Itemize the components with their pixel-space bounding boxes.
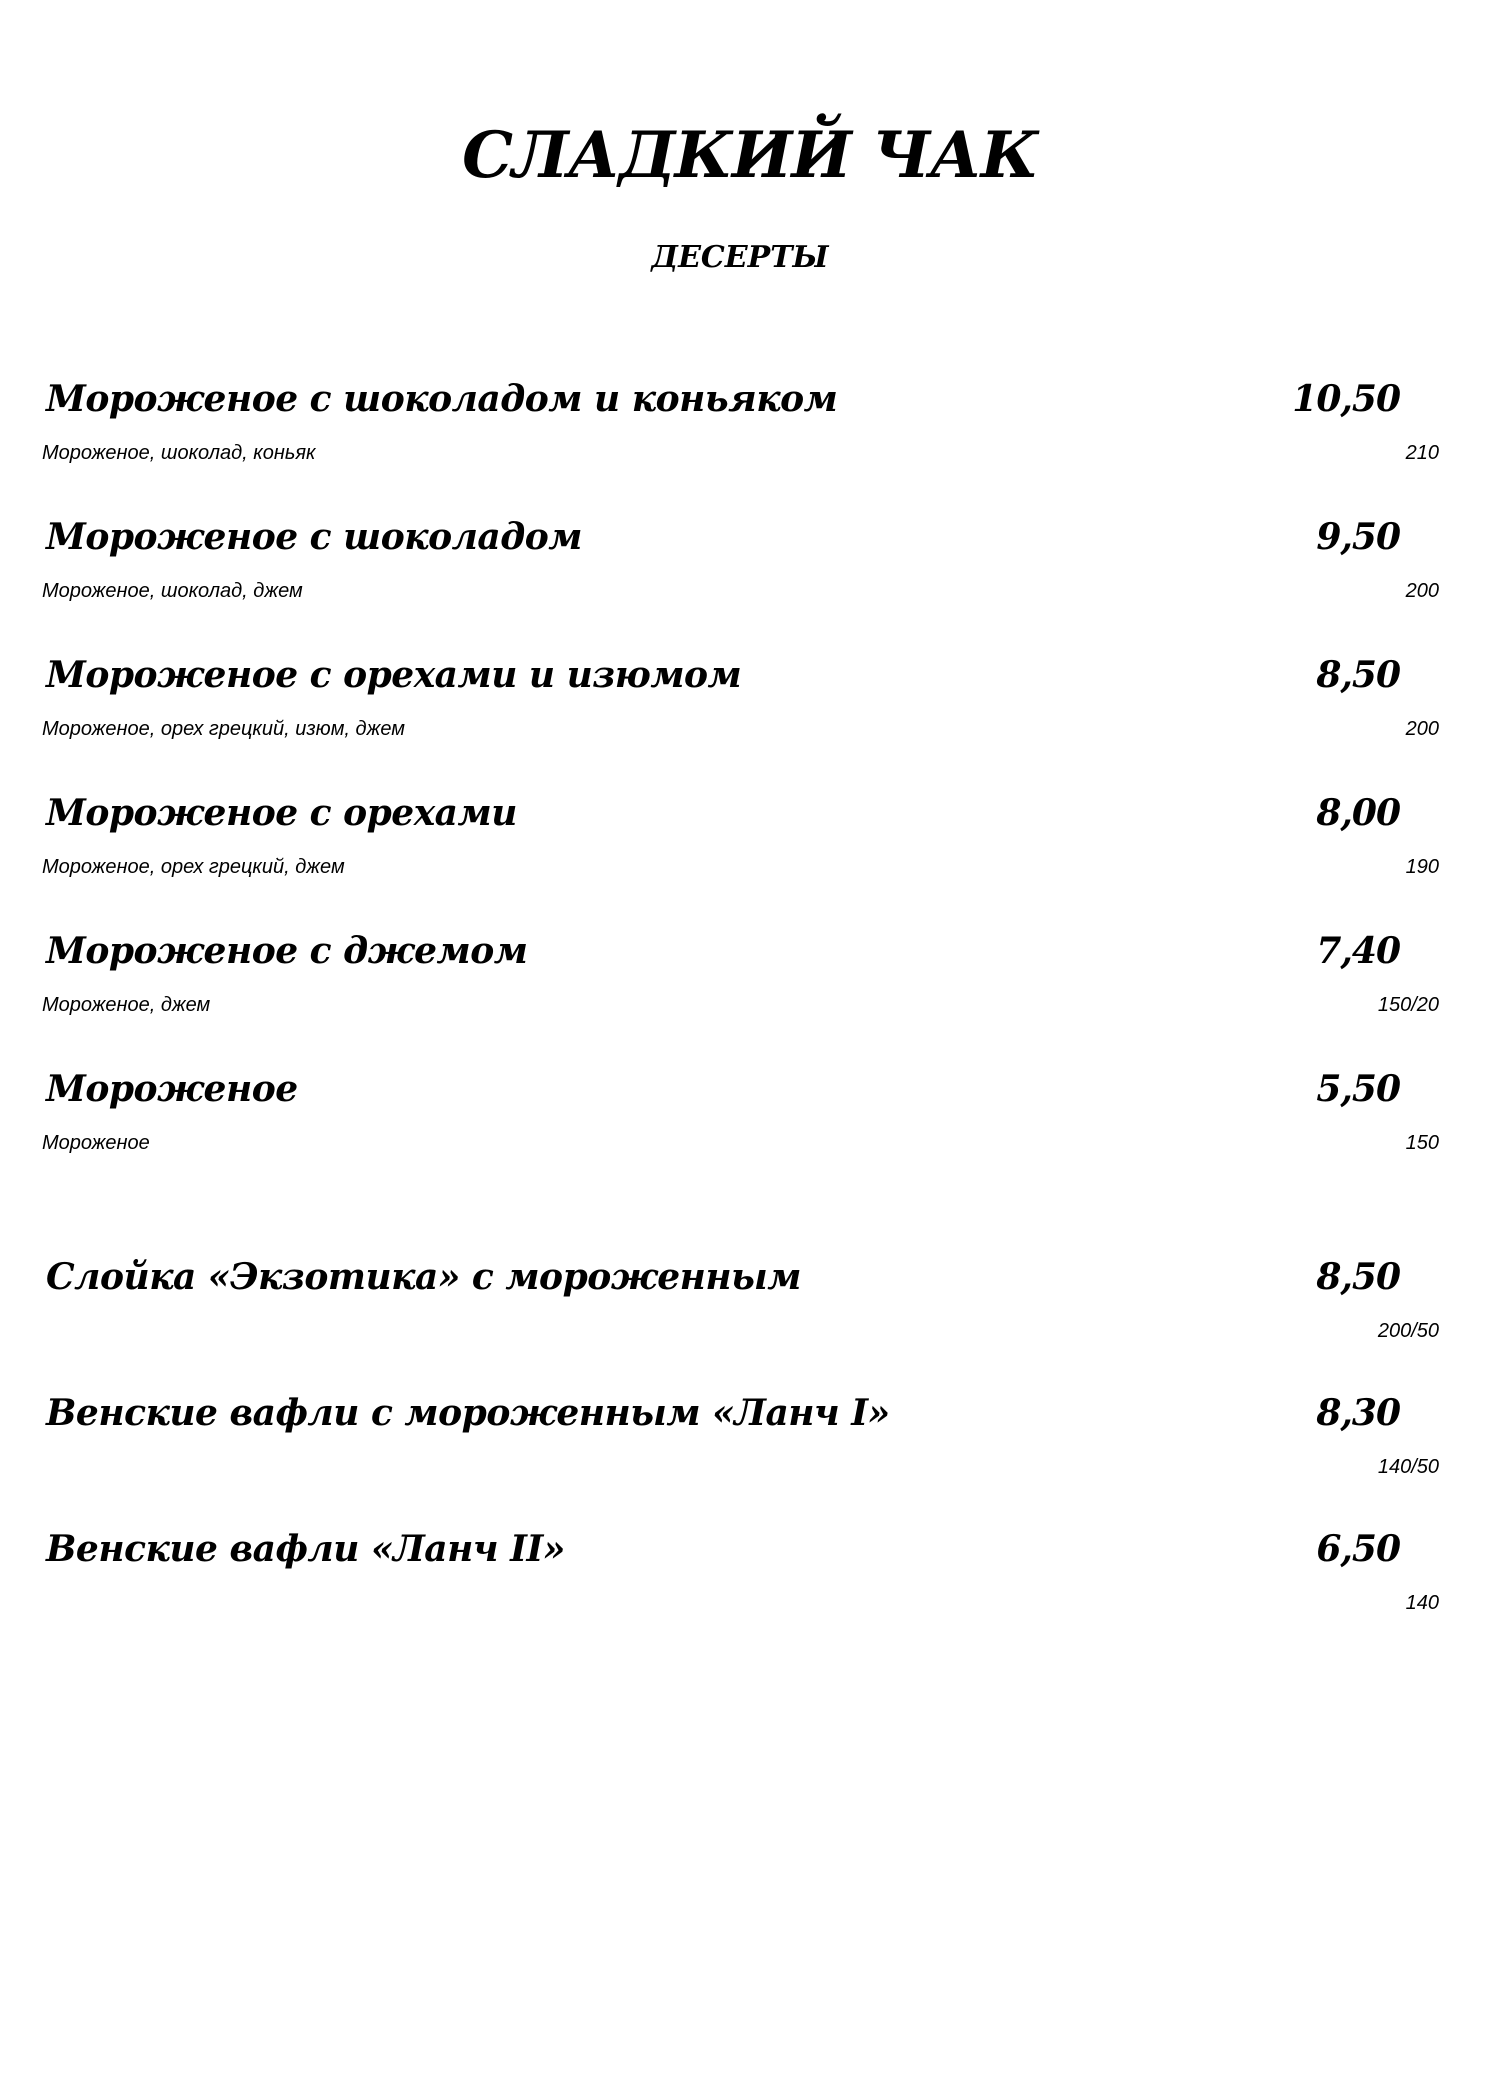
page-title: СЛАДКИЙ ЧАК	[462, 118, 1038, 193]
menu-item	[0, 1392, 1500, 1502]
item-price: 8,00	[1316, 792, 1400, 834]
menu-item	[0, 654, 1500, 764]
item-price: 5,50	[1316, 1068, 1400, 1110]
menu-item	[0, 792, 1500, 902]
item-price: 7,40	[1316, 930, 1400, 972]
item-name: Слойка «Экзотика» с мороженным	[46, 1256, 802, 1298]
item-name: Мороженое с орехами и изюмом	[46, 654, 742, 696]
item-description: Мороженое, джем	[42, 994, 211, 1016]
item-price: 8,50	[1316, 1256, 1400, 1298]
menu-item	[0, 930, 1500, 1040]
item-weight: 140	[1405, 1592, 1439, 1614]
menu-item	[0, 378, 1500, 488]
item-weight: 150	[1405, 1132, 1439, 1154]
item-weight: 200	[1405, 580, 1439, 602]
item-name: Венские вафли с мороженным «Ланч I»	[46, 1392, 890, 1434]
menu-item	[0, 1068, 1500, 1178]
item-name: Мороженое с джемом	[46, 930, 528, 972]
section-subtitle: ДЕСЕРТЫ	[651, 240, 829, 275]
item-description: Мороженое	[42, 1132, 150, 1154]
item-description: Мороженое, шоколад, джем	[42, 580, 303, 602]
item-name: Мороженое с шоколадом	[46, 516, 583, 558]
item-description: Мороженое, шоколад, коньяк	[42, 442, 316, 464]
item-weight: 150/20	[1377, 994, 1439, 1016]
item-price: 8,30	[1316, 1392, 1400, 1434]
item-price: 10,50	[1292, 378, 1400, 420]
item-weight: 200	[1405, 718, 1439, 740]
item-description: Мороженое, орех грецкий, джем	[42, 856, 345, 878]
item-weight: 140/50	[1377, 1456, 1439, 1478]
item-weight: 200/50	[1377, 1320, 1439, 1342]
menu-item	[0, 1256, 1500, 1366]
item-weight: 190	[1405, 856, 1439, 878]
item-price: 6,50	[1316, 1528, 1400, 1570]
item-weight: 210	[1405, 442, 1439, 464]
menu-item	[0, 516, 1500, 626]
item-name: Мороженое	[46, 1068, 298, 1110]
item-name: Мороженое с орехами	[46, 792, 517, 834]
item-price: 9,50	[1316, 516, 1400, 558]
menu-item	[0, 1528, 1500, 1638]
item-name: Венские вафли «Ланч II»	[46, 1528, 565, 1570]
item-description: Мороженое, орех грецкий, изюм, джем	[42, 718, 405, 740]
item-name: Мороженое с шоколадом и коньяком	[46, 378, 838, 420]
item-price: 8,50	[1316, 654, 1400, 696]
